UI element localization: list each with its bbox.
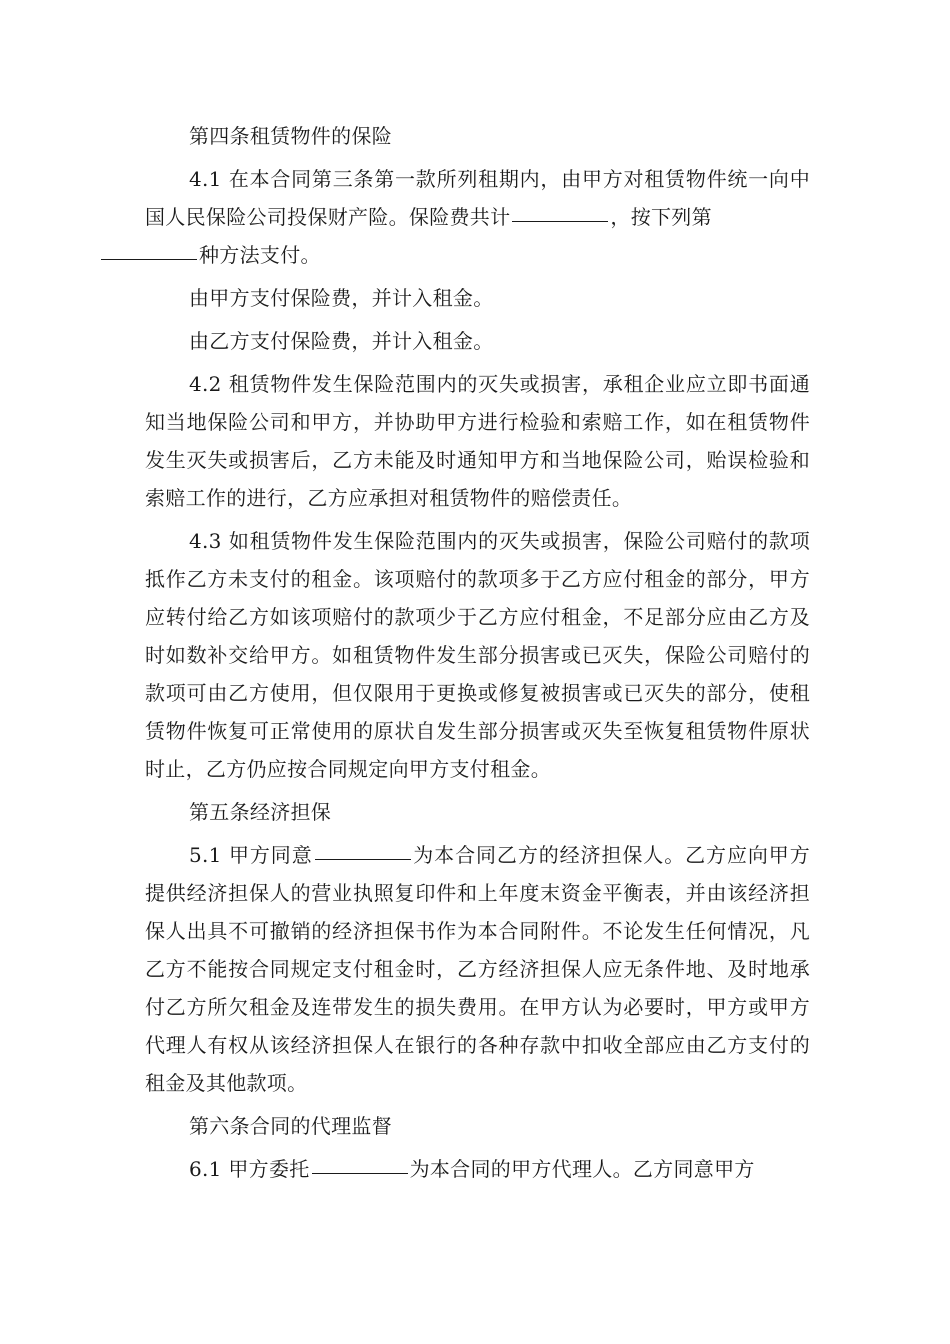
clause-6-1-text-b: 为本合同的甲方代理人。乙方同意甲方 [409, 1157, 755, 1181]
payment-option-1: 由甲方支付保险费，并计入租金。 [189, 286, 494, 310]
document-page [145, 117, 810, 1193]
article-6-heading: 第六条合同的代理监督 [189, 1114, 392, 1138]
clause-5-1-text-b: 为本合同乙方的经济担保人。乙方应向甲方提供经济担保人的营业执照复印件和上年度末资金平衡表，并由该经济担保人出具不可撤销的经济担保书作为本合同附件。不论发生任何情况，凡乙方不能按合同规定支付租金时，乙方经济担保人应无条件地、及时地承付乙方所欠租金及连带发生的损失费用。在甲方认为必要时，甲方或甲方代理人有权从该经济担保人在银行的各种存款中扣收全部应由乙方支付的租金及其他款项。 [145, 843, 810, 1095]
clause-5-1-text-a: 5.1 甲方同意 [189, 843, 313, 867]
clause-6-1 [145, 1150, 810, 1188]
payment-option-2: 由乙方支付保险费，并计入租金。 [189, 329, 494, 353]
guarantor-blank[interactable] [315, 858, 411, 860]
clause-5-1 [145, 836, 810, 1102]
clause-4-3: 4.3 如租赁物件发生保险范围内的灭失或损害，保险公司赔付的款项抵作乙方未支付的租金。该项赔付的款项多于乙方应付租金的部分，甲方应转付给乙方如该项赔付的款项少于乙方应付租金，不足部分应由乙方及时如数补交给甲方。如租赁物件发生部分损害或已灭失，保险公司赔付的款项可由乙方使用，但仅限用于更换或修复被损害或已灭失的部分，使租赁物件恢复可正常使用的原状自发生部分损害或灭失至恢复租赁物件原状时止，乙方仍应按合同规定向甲方支付租金。 [145, 529, 810, 781]
article-5-heading: 第五条经济担保 [189, 800, 332, 824]
clause-6-1-text-a: 6.1 甲方委托 [189, 1157, 310, 1181]
clause-4-1 [145, 160, 810, 274]
clause-4-1-text-b: ，按下列第 [610, 205, 712, 229]
clause-4-1-text-a: 4.1 在本合同第三条第一款所列租期内，由甲方对租赁物件统一向中国人民保险公司投保财产险。保险费共计 [145, 167, 810, 229]
clause-4-2: 4.2 租赁物件发生保险范围内的灭失或损害，承租企业应立即书面通知当地保险公司和甲方，并协助甲方进行检验和索赔工作，如在租赁物件发生灭失或损害后，乙方未能及时通知甲方和当地保险公司，贻误检验和索赔工作的进行，乙方应承担对租赁物件的赔偿责任。 [145, 372, 810, 510]
article-4-heading: 第四条租赁物件的保险 [189, 124, 392, 148]
payment-method-blank[interactable] [101, 258, 197, 260]
premium-amount-blank[interactable] [512, 220, 608, 222]
agent-blank[interactable] [312, 1172, 408, 1174]
clause-4-1-text-c: 种方法支付。 [199, 243, 321, 267]
